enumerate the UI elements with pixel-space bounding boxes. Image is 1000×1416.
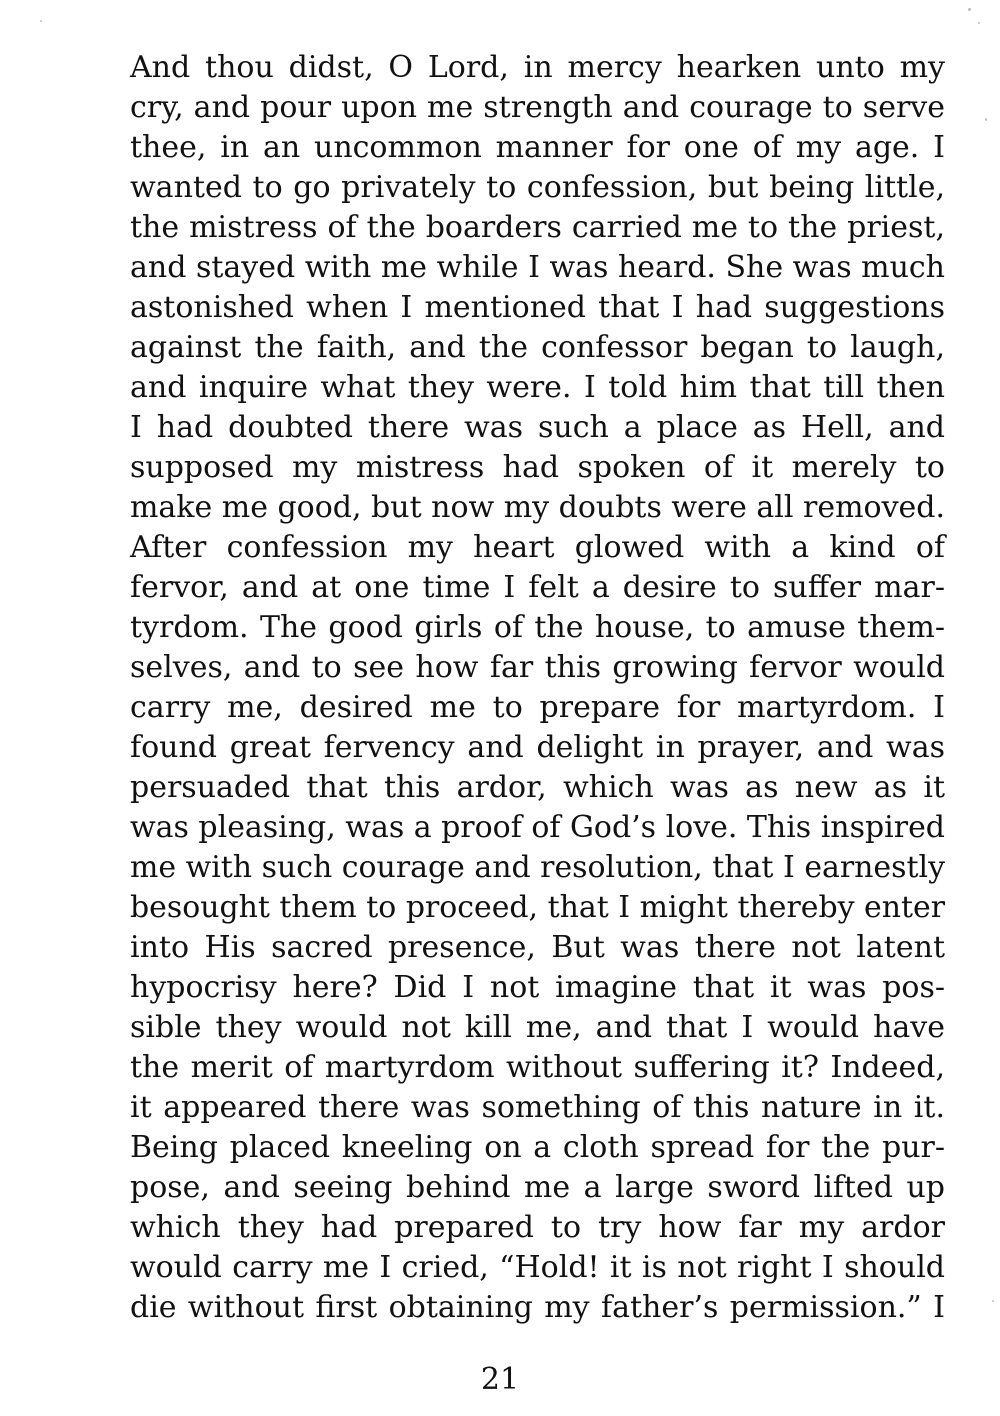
text-line: tyrdom. The good girls of the house, to amuse them- (130, 610, 945, 645)
text-line: the merit of martyrdom without suffering it? Indeed, (130, 1050, 945, 1085)
body-text (130, 48, 945, 1328)
text-line: astonished when I mentioned that I had suggestions (130, 290, 945, 325)
text-line: cry, and pour upon me strength and courage to serve (130, 90, 945, 125)
text-line: And thou didst, O Lord, in mercy hearken unto my (130, 50, 945, 85)
text-line: supposed my mistress had spoken of it merely to (130, 450, 945, 485)
text-line: and stayed with me while I was heard. She was much (130, 250, 945, 285)
text-line: besought them to proceed, that I might thereby enter (130, 890, 945, 925)
scan-speck (992, 1300, 994, 1302)
text-line: wanted to go privately to confession, but being little, (130, 170, 945, 205)
text-line: would carry me I cried, “Hold! it is not right I should (130, 1250, 945, 1285)
text-line: die without first obtaining my father’s permission.” I (130, 1290, 945, 1325)
text-line: fervor, and at one time I felt a desire to suffer mar- (130, 570, 945, 605)
scan-speck (40, 20, 42, 22)
text-line: Being placed kneeling on a cloth spread for the pur- (130, 1130, 945, 1165)
text-line: carry me, desired me to prepare for martyrdom. I (130, 690, 945, 725)
text-line: which they had prepared to try how far my ardor (130, 1210, 945, 1245)
text-line: pose, and seeing behind me a large sword lifted up (130, 1170, 945, 1205)
text-line: into His sacred presence, But was there not latent (130, 930, 945, 965)
text-line: persuaded that this ardor, which was as new as it (130, 770, 945, 805)
text-line: against the faith, and the confessor began to laugh, (130, 330, 945, 365)
text-line: it appeared there was something of this nature in it. (130, 1090, 945, 1125)
scan-speck (985, 118, 987, 121)
text-line: me with such courage and resolution, that I earnestly (130, 850, 945, 885)
text-line: was pleasing, was a proof of God’s love. This inspired (130, 810, 945, 845)
text-line: thee, in an uncommon manner for one of my age. I (130, 130, 945, 165)
text-line: selves, and to see how far this growing fervor would (130, 650, 945, 685)
page-number: 21 (480, 1362, 520, 1397)
text-line: the mistress of the boarders carried me to the priest, (130, 210, 945, 245)
scan-speck (978, 22, 980, 24)
scan-speck (968, 8, 971, 11)
text-line: I had doubted there was such a place as Hell, and (130, 410, 945, 445)
text-line: After confession my heart glowed with a kind of (130, 530, 945, 565)
text-line: hypocrisy here? Did I not imagine that it was pos- (130, 970, 945, 1005)
text-line: sible they would not kill me, and that I would have (130, 1010, 945, 1045)
text-line: and inquire what they were. I told him that till then (130, 370, 945, 405)
text-line: make me good, but now my doubts were all removed. (130, 490, 945, 525)
text-line: found great fervency and delight in prayer, and was (130, 730, 945, 765)
